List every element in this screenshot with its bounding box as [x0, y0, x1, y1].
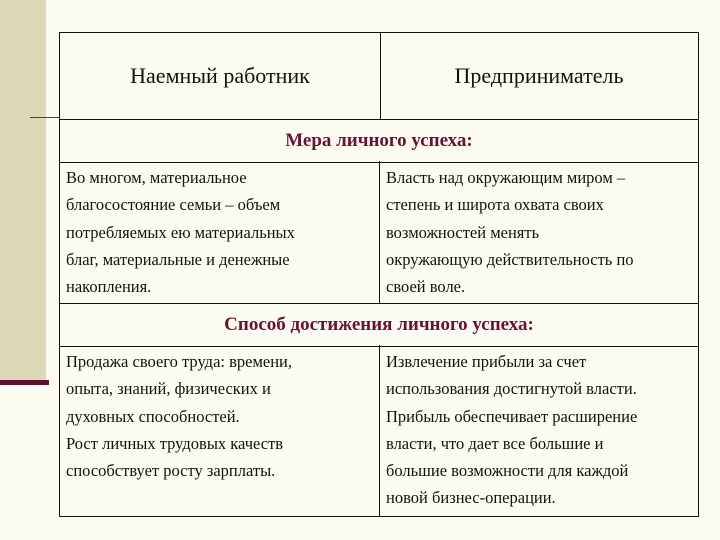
method-entrepreneur-text: Извлечение прибыли за счет использования достигнутой власти. Прибыль обеспечивает расширение власти, что дает все большие и большие возможности для каждой новой бизнес-операции. — [386, 352, 638, 508]
section-title-measure: Мера личного успеха: — [60, 119, 698, 163]
left-decor-accent-bar — [0, 380, 49, 385]
header-row — [60, 33, 698, 119]
measure-employee-text: Во многом, материальное благосостояние семьи – объем потребляемых ею материальных благ, материальные и денежные накопления. — [60, 161, 380, 303]
section-title-method: Способ достижения личного успеха: — [60, 303, 698, 347]
comparison-table — [59, 32, 699, 517]
method-employee-text: Продажа своего труда: времени, опыта, знаний, физических и духовных способностей. Рост личных трудовых качеств способствует росту зарплаты. — [60, 345, 380, 516]
measure-entrepreneur-text: Власть над окружающим миром – степень и широта охвата своих возможностей менять окружающую действительность по своей воле. — [386, 168, 634, 297]
left-decor-strip — [0, 0, 46, 385]
header-entrepreneur: Предприниматель — [454, 63, 624, 88]
header-employee: Наемный работник — [60, 33, 381, 119]
